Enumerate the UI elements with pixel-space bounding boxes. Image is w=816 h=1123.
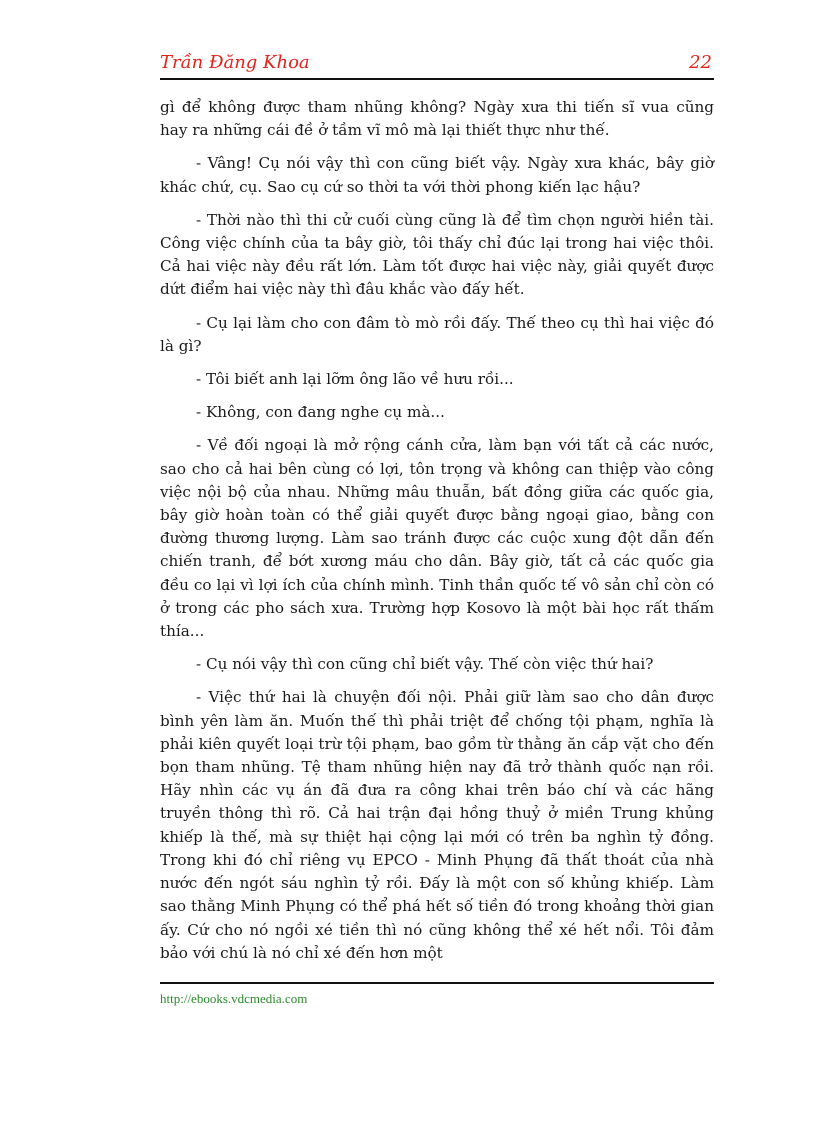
page-header [160, 52, 712, 78]
paragraph: - Việc thứ hai là chuyện đối nội. Phải giữ làm sao cho dân được bình yên làm ăn. Muốn thế thì phải triệt để chống tội phạm, nghĩa là phải kiên quyết loại trừ tội phạm, bao gồm từ thằng ăn cắp vặt cho đến bọn tham nhũng. Tệ tham nhũng hiện nay đã trở thành quốc nạn rồi. Hãy nhìn các vụ án đã đưa ra công khai trên báo chí và các hãng truyền thông thì rõ. Cả hai trận đại hồng thuỷ ở miền Trung khủng khiếp là thế, mà sự thiệt hại cộng lại mới có trên ba nghìn tỷ đồng. Trong khi đó chỉ riêng vụ EPCO - Minh Phụng đã thất thoát của nhà nước đến ngót sáu nghìn tỷ rồi. Đấy là một con số khủng khiếp. Làm sao thằng Minh Phụng có thể phá hết số tiền đó trong khoảng thời gian ấy. Cứ cho nó ngồi xé tiền thì nó cũng không thể xé hết nổi. Tôi đảm bảo với chú là nó chỉ xé đến hơn một [160, 688, 714, 962]
paragraph: - Tôi biết anh lại lỡm ông lão về hưu rồi... [196, 370, 514, 389]
paragraph: - Vâng! Cụ nói vậy thì con cũng biết vậy. Ngày xưa khác, bây giờ khác chứ, cụ. Sao cụ cứ so thời ta với thời phong kiến lạc hậu? [160, 154, 714, 196]
footer-rule [160, 982, 714, 984]
paragraph: - Cụ lại làm cho con đâm tò mò rồi đấy. Thế theo cụ thì hai việc đó là gì? [160, 313, 714, 355]
paragraph: - Không, con đang nghe cụ mà... [196, 403, 445, 422]
paragraph: gì để không được tham nhũng không? Ngày xưa thi tiến sĩ vua cũng hay ra những cái đề ở tầm vĩ mô mà lại thiết thực như thế. [160, 98, 714, 140]
paragraph: - Về đối ngoại là mở rộng cánh cửa, làm bạn với tất cả các nước, sao cho cả hai bên cùng có lợi, tôn trọng và không can thiệp vào công việc nội bộ của nhau. Những mâu thuẫn, bất đồng giữa các quốc gia, bây giờ hoàn toàn có thể giải quyết được bằng ngoại giao, bằng con đường thương lượng. Làm sao tránh được các cuộc xung đột dẫn đến chiến tranh, để bớt xương máu cho dân. Bây giờ, tất cả các quốc gia đều co lại vì lợi ích của chính mình. Tinh thần quốc tế vô sản chỉ còn có ở trong các pho sách xưa. Trường hợp Kosovo là một bài học rất thấm thía... [160, 436, 714, 641]
body-text [160, 96, 714, 975]
footer-url-link[interactable]: http://ebooks.vdcmedia.com [160, 991, 308, 1006]
paragraph: - Thời nào thì thi cử cuối cùng cũng là để tìm chọn người hiền tài. Công việc chính của ta bây giờ, tôi thấy chỉ đúc lại trong hai việc thôi. Cả hai việc này đều rất lớn. Làm tốt được hai việc này, giải quyết được dứt điểm hai việc này thì đâu khắc vào đấy hết. [160, 210, 714, 299]
header-page-number: 22 [689, 52, 712, 73]
header-author: Trần Đăng Khoa [160, 52, 310, 73]
header-rule [160, 78, 714, 80]
paragraph: - Cụ nói vậy thì con cũng chỉ biết vậy. Thế còn việc thứ hai? [196, 655, 654, 674]
